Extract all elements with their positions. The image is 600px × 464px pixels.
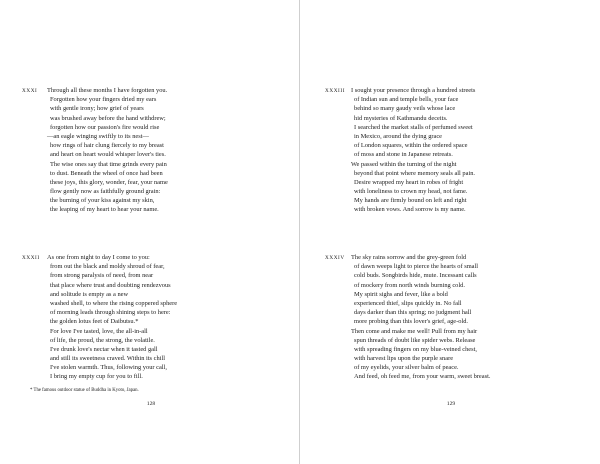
poem-line: these joys, this glory, wonder, fear, your name [50, 178, 168, 186]
page-number: 129 [446, 401, 456, 407]
poem-line: days darker than this spring; no judgment hall [354, 309, 472, 317]
poem-line: flow gently now as faithfully ground grain: [50, 188, 161, 196]
poem-line: of Indian sun and temple bells, your face [354, 96, 459, 104]
poem-line: Forgotten how your fingers dried my ears [50, 96, 157, 104]
poem-line: the golden lotus feet of Daibutsu.* [50, 318, 139, 326]
poem-line: that place where trust and doubting rendezvous [50, 281, 171, 289]
poem-line: in Mexico, around the dying grace [354, 132, 443, 140]
poem-line: from strong paralysis of need, from near [50, 272, 154, 280]
poem-line: of morning leads through shining steps to here: [50, 309, 171, 317]
poem-line: with spreading fingers on my blue-veined chest, [354, 345, 477, 353]
poem-lines [351, 253, 490, 382]
poem-lines [47, 86, 168, 215]
poem-line: Through all these months I have forgotten you. [47, 87, 168, 94]
footnote: * The famous outdoor statue of Buddha in Kyoto, Japan. [30, 388, 139, 393]
poem-line: hid mysteries of Kathmandu deceits. [354, 114, 448, 122]
poem-line: beyond that point where memory seals all pain. [354, 169, 476, 177]
poem-line: behind so many gaudy veils whose lace [354, 105, 456, 113]
poem-line: with broken vows. And sorrow is my name. [354, 206, 466, 214]
poem-numeral: XXXIII [325, 88, 346, 94]
poem-line: I bring my empty cup for you to fill. [50, 373, 143, 381]
poem-line: of dawn weeps light to pierce the hearts of small [354, 263, 479, 271]
poem-lines [351, 86, 475, 215]
poem-line: with harvest lips upon the purple snare [354, 355, 454, 363]
poem-line: —an eagle winging swiftly to its nest— [47, 132, 149, 140]
poem-line: and solitude is empty as a new [50, 290, 129, 298]
poem-line: the leaping of my heart to hear your name. [50, 206, 159, 214]
poem-line: was brushed away before the hand withdrew; [50, 114, 166, 122]
poem-line: My hands are firmly bound on left and right [354, 197, 467, 205]
poem-line: to dust. Beneath the wheel of once had been [50, 169, 163, 177]
poem-line: I've stolen warmth. Thus, following your call, [50, 364, 167, 372]
poem-line: cold buds. Songbirds hide, mute. Incessant calls [354, 272, 477, 280]
poem-lines [47, 253, 177, 382]
poem-line: I sought your presence through a hundred streets [351, 87, 476, 94]
poem-line: washed shell, to where the rising coppered sphere [50, 299, 178, 307]
poem-line: of moss and stone in Japanese retreats. [354, 151, 453, 159]
poem-numeral: XXXI [22, 88, 38, 94]
poem-line: and still its sweetness craved. Within its chill [50, 355, 165, 363]
poem-line: We passed within the turning of the night [351, 160, 457, 168]
poem-line: The wise ones say that time grinds every pain [50, 160, 167, 168]
poem-line: The sky rains sorrow and the grey-green fold [351, 254, 467, 261]
poem-line: And feed, oh feed me, from your warm, sweet breast. [354, 373, 491, 381]
poem-line: My spirit sighs and fever, like a bold [354, 290, 448, 298]
poem-line: Desire wrapped my heart in robes of fright [354, 178, 464, 186]
poem-line: forgotten how our passion's fire would rise [50, 123, 160, 131]
right-page [300, 0, 600, 464]
poem-line: As one from night to day I come to you: [47, 254, 150, 261]
poem-line: of life, the proud, the strong, the volatile. [50, 336, 155, 344]
poem-line: I've drunk love's nectar when it tasted gall [50, 345, 158, 353]
poem-line: with gentle irony; how grief of years [50, 105, 144, 113]
poem-line: Then come and make me well! Pull from my hair [351, 327, 478, 335]
poem-line: spun threads of doubt like spider webs. Release [354, 336, 476, 344]
poem-line: For love I've tasted, love, the all-in-all [50, 327, 148, 335]
poem-line: from out the black and moldy shroud of fear, [50, 263, 165, 271]
page-number: 128 [146, 401, 156, 407]
poem-line: and heart on heart would whisper lover's ties. [50, 151, 166, 159]
poem-line: of my eyelids, your silver balm of peace. [354, 364, 459, 372]
poem-line: more probing than this lover's grief, age-old. [354, 318, 469, 326]
poem-line: experienced thief, slips quickly in. No fall [354, 299, 462, 307]
poem-line: the burning of your kiss against my skin, [50, 197, 155, 205]
poem-line: I searched the market stalls of perfumed sweet [354, 123, 473, 131]
poem-numeral: XXXIV [325, 255, 345, 261]
poem-line: of London squares, within the ordered space [354, 142, 468, 150]
poem-line: how rings of hair clung fiercely to my breast [50, 142, 164, 150]
poem-line: with loneliness to crown my head, not fame. [354, 188, 468, 196]
poem-line: of mockery from north winds burning cold. [354, 281, 465, 289]
poem-numeral: XXXII [22, 255, 40, 261]
